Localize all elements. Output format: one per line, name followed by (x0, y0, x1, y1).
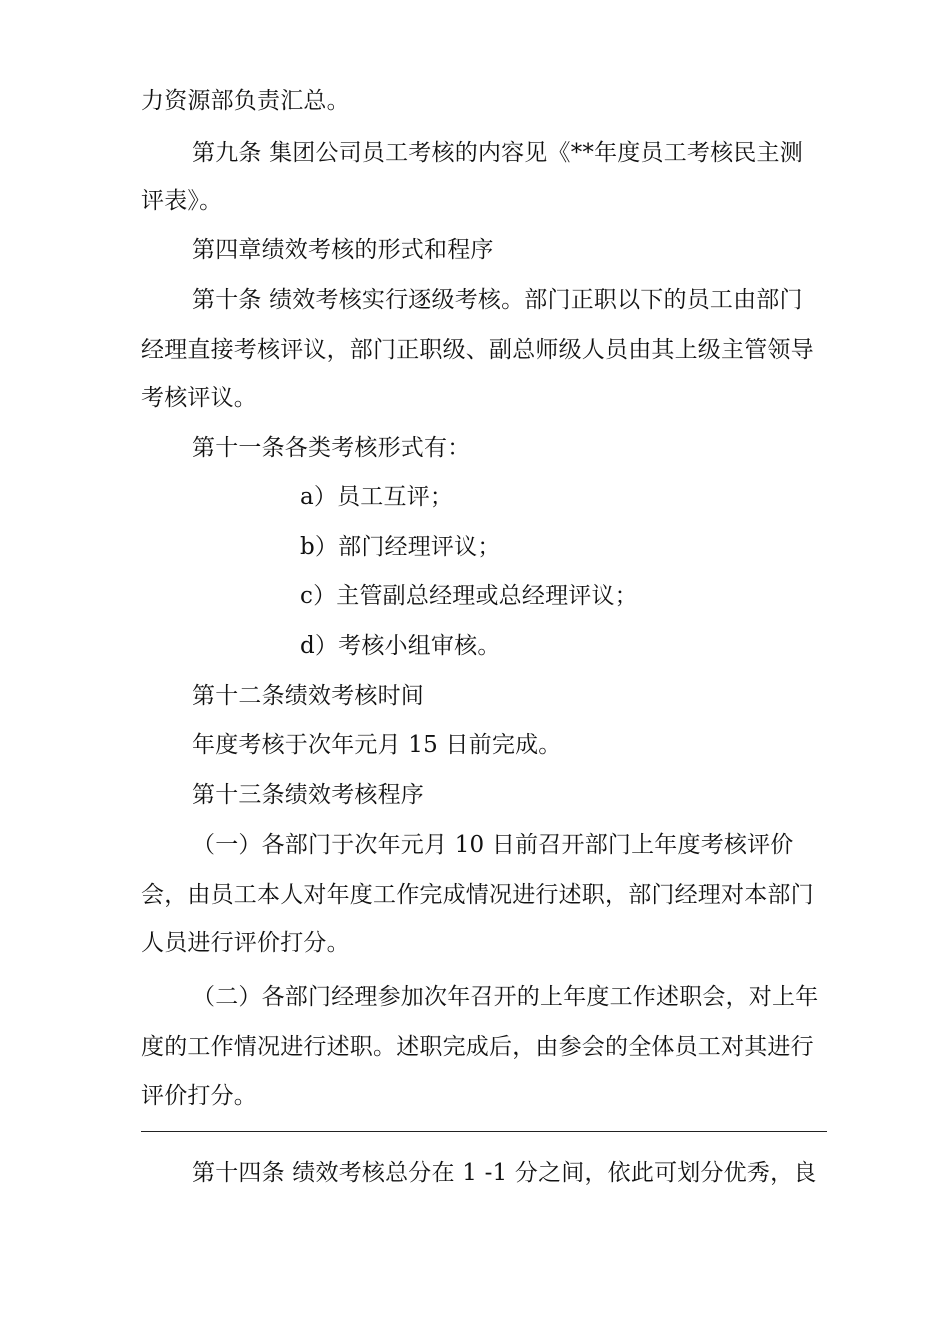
text-line: 评价打分。 (141, 1083, 257, 1109)
text-line: 第十二条绩效考核时间 (192, 683, 424, 709)
text-line: 力资源部负责汇总。 (141, 88, 350, 114)
text-line: 会，由员工本人对年度工作完成情况进行述职，部门经理对本部门 (141, 882, 814, 908)
text-line: 考核评议。 (141, 385, 257, 411)
list-item: c）主管副总经理或总经理评议； (300, 583, 638, 609)
text-line: 第九条 集团公司员工考核的内容见《**年度员工考核民主测 (192, 140, 803, 166)
text-line: 经理直接考核评议，部门正职级、副总师级人员由其上级主管领导 (141, 337, 814, 363)
text-line: 评表》。 (141, 188, 223, 214)
text-line: 年度考核于次年元月 15 日前完成。 (192, 732, 562, 758)
text-line: （二）各部门经理参加次年召开的上年度工作述职会，对上年 (192, 984, 819, 1010)
horizontal-divider (141, 1131, 827, 1132)
list-item: d）考核小组审核。 (300, 633, 501, 659)
list-item: b）部门经理评议； (300, 534, 501, 560)
list-item: a）员工互评； (300, 484, 454, 510)
text-line: 度的工作情况进行述职。述职完成后，由参会的全体员工对其进行 (141, 1034, 814, 1060)
text-line: 第十一条各类考核形式有： (192, 435, 471, 461)
text-line: 第十三条绩效考核程序 (192, 782, 424, 808)
text-line: 人员进行评价打分。 (141, 930, 350, 956)
text-line: 第十四条 绩效考核总分在 1 -1 分之间，依此可划分优秀，良 (192, 1160, 817, 1186)
text-line: 第十条 绩效考核实行逐级考核。部门正职以下的员工由部门 (192, 287, 803, 313)
section-heading: 第四章绩效考核的形式和程序 (192, 237, 494, 263)
text-line: （一）各部门于次年元月 10 日前召开部门上年度考核评价 (192, 832, 794, 858)
